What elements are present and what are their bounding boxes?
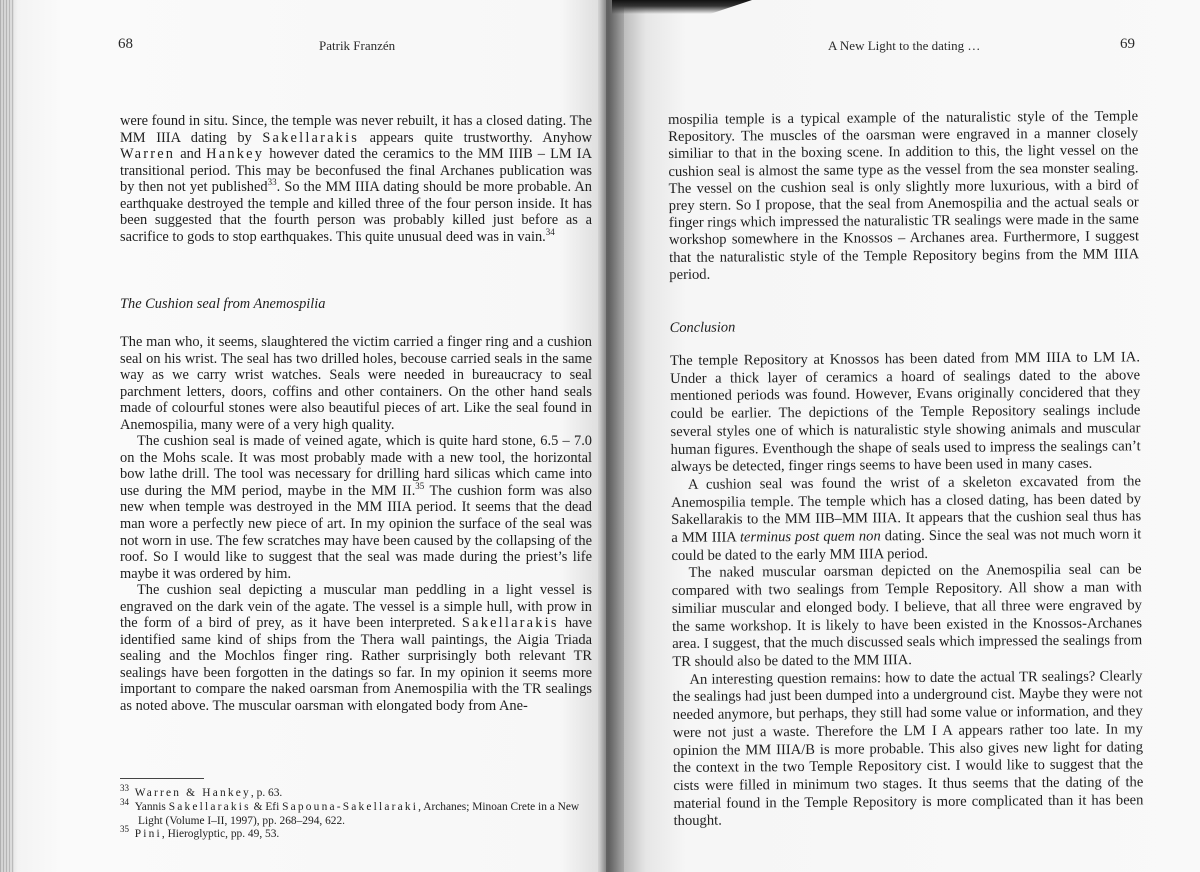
author-name: Sakellarakis	[461, 615, 559, 632]
footnote-ref: 33	[267, 177, 277, 188]
text-run: . So the MM IIIA dating should be more probable. An earthquake destroyed the temple and killed three of the four person inside. It has been suggested that the fourth person was probably killed just before as a sacrifice to gods to stop earthquakes. This quite unusual deed was in vain.	[120, 179, 592, 245]
running-head-left: Patrik Franzén	[319, 38, 396, 53]
text-run: , p. 63.	[250, 787, 283, 799]
text-run: have identified same kind of ships from the Thera wall paintings, the Aigia Triada sealing and the Mochlos finger ring. Rather surprisingly both relevant TR sealings have been forgotten in the datings so far. In my opinion it seems more important to compare the naked oarsman from Anemospilia with the TR sealings as noted above. The muscular oarsman with elongated body from Ane-	[120, 615, 592, 715]
running-head-right: A New Light to the dating …	[828, 38, 981, 53]
text-run: , Hieroglyptic, pp. 49, 53.	[161, 828, 280, 841]
author-name: Sakellarakis	[262, 129, 360, 146]
intro-paragraph	[120, 113, 592, 245]
footnote-33	[120, 783, 598, 801]
text-run: Yannis	[134, 800, 169, 813]
body-text-left	[120, 334, 592, 715]
author-name: Sakellarakis	[168, 800, 251, 813]
author-name: Warren	[120, 146, 176, 163]
footnotes	[120, 778, 598, 842]
footnote-35	[120, 824, 598, 842]
text-run: appears quite trustworthy. Anyhow	[359, 129, 592, 146]
text-run: however dated the ceramics to the MM IIIB – LM IA transitional period. This may be beconfused the final Archanes publication was by then not yet published	[120, 146, 592, 196]
text-run: were found in situ. Since, the temple was never rebuilt, it has a closed dating. The MM IIIA dating by	[120, 113, 592, 146]
paragraph: The temple Repository at Knossos has been dated from MM IIIA to LM IA. Under a thick layer of ceramics a hoard of sealings dated to the above mentioned periods was found. However, Evans originally concidered that they could be earlier. The depictions of the Temple Repository sealings include several styles one of which is naturalistic style showing animals and muscular human figures. Eventhough the shape of seals used to impress the sealings can’t always be detected, finger rings seems to have been used in many cases.	[669, 349, 1141, 476]
footnote-number: 33	[120, 783, 129, 794]
text-run: , Archanes; Minoan Crete in a New Light (Volume I–II, 1997), pp. 268–294, 622.	[138, 800, 580, 827]
body-text-right	[670, 349, 1144, 831]
text-run: The cushion seal is made of veined agate, which is quite hard stone, 6.5 – 7.0 on the Mohs scale. It was most probably made with a new tool, the horizontal bow lathe drill. The tool was necessary for drilling hard silicas which came into use during the MM period, maybe in the MM II.	[120, 433, 592, 499]
paragraph	[120, 582, 592, 714]
footnote-34	[120, 797, 598, 829]
paragraph: The naked muscular oarsman depicted on the Anemospilia seal can be compared with two sealings from Temple Repository. All show a man with similiar muscular and elonged body. I believe, that all three were engraved by the same workshop. It is likely to have been existed in the Knossos-Archanes area. I suggest, that the much discussed seals which impressed the sealings from TR should also be dated to the MM IIIA.	[671, 561, 1143, 670]
text-run: and	[175, 146, 207, 163]
author-name: Warren & Hankey	[134, 787, 251, 799]
footnote-ref: 35	[415, 481, 425, 492]
right-page	[606, 0, 1200, 872]
paragraph: An interesting question remains: how to date the actual TR sealings? Clearly the sealings had just been dumped into a underground cist. Maybe they were not needed anymore, but perhaps, they still had some value or information, and they were not just a waste. Therefore the LM I A appears rather too late. In my opinion the MM IIIA/B is more probable. This also gives new light for dating the context in the two Temple Repository cist. I would like to suggest that the cists were filled in minimum two stages. It thus seems that the dating of the material found in the Temple Repository is more complicated than it has been thought.	[672, 667, 1144, 830]
author-name: Pini	[134, 828, 162, 841]
author-name: Hankey	[206, 146, 265, 163]
italic-phrase: terminus post quem non	[739, 528, 881, 546]
section-title-conclusion: Conclusion	[669, 319, 736, 337]
gutter-shadow	[598, 0, 624, 872]
text-run: & Efi	[250, 800, 283, 813]
page-edge	[0, 0, 14, 872]
continued-paragraph: mospilia temple is a typical example of the naturalistic style of the Temple Repository. The muscles of the oarsman were engraved in a manner closely similiar to that in the boxing scene. In addition to this, the light vessel on the cushion seal is almost the same type as the vessel from the sea monster sealing. The vessel on the cushion seal is only slightly more luxurious, with a bird of prey stern. So I propose, that the seal from Anemospilia and the actual seals or finger rings which impressed the naturalistic TR sealings were made in the same workshop somewhere in the Knossos – Archanes area. Furthermore, I suggest that the naturalistic style of the Temple Repository begins from the MM IIIA period.	[668, 108, 1140, 283]
author-name: Sapouna-Sakellaraki	[282, 800, 419, 813]
text-run: The cushion seal depicting a muscular man peddling in a light vessel is engraved on the dark vein of the agate. The vessel is a simple hull, with prow in the form of a bird of prey, as it have been interpreted.	[120, 582, 592, 632]
footnote-number: 34	[120, 797, 129, 807]
footnote-number: 35	[120, 824, 129, 835]
paragraph	[120, 433, 592, 582]
paragraph	[671, 473, 1142, 565]
page-number-right: 69	[1120, 36, 1135, 52]
footnote-ref: 34	[545, 227, 555, 238]
text-run: The cushion form was also new when temple was destroyed in the MM IIIA period. It seems that the dead man wore a perfectly new piece of art. In my opinion the surface of the seal was not worn in use. The few scratches may have been caused by the collapsing of the roof. So I would like to suggest that the seal was made during the priest’s life maybe it was ordered by him.	[120, 482, 592, 582]
paragraph: The man who, it seems, slaughtered the victim carried a finger ring and a cushion seal on his wrist. The seal has two drilled holes, becouse carried seals in the same way as we carry wrist watches. Seals were needed in bureaucracy to seal parchment letters, doors, coffins and other containers. On the other hand seals made of colourful stones were also beautiful pieces of art. Like the seal found in Anemospilia, many were of a very high quality.	[120, 334, 592, 433]
right-text-block	[668, 108, 1144, 831]
text-run: A cushion seal was found the wrist of a skeleton excavated from the Anemospilia temple. The temple which has a closed dating, has been dated by Sakellarakis to the MM IIB–MM IIIA. It appears that the cushion seal thus has a MM IIIA	[671, 473, 1142, 547]
page-number-left: 68	[118, 36, 133, 52]
section-title-cushion-seal: The Cushion seal from Anemospilia	[120, 296, 326, 312]
text-run: dating. Since the seal was not much worn it could be dated to the early MM IIIA period.	[671, 526, 1142, 564]
footnote-rule	[120, 778, 204, 779]
